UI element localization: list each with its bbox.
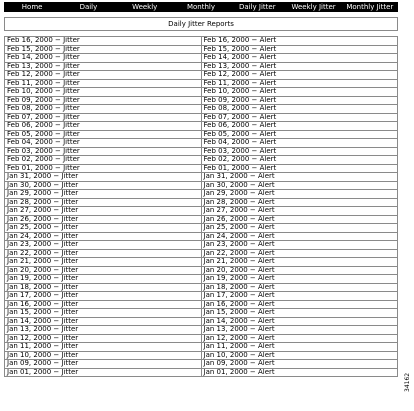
alert-report-link[interactable]: Feb 07, 2000 − Alert (203, 113, 277, 121)
table-cell (201, 45, 398, 54)
jitter-report-link[interactable]: Feb 04, 2000 − Jitter (7, 138, 80, 147)
jitter-report-link[interactable]: Feb 11, 2000 − Jitter (7, 79, 80, 87)
jitter-report-link[interactable]: Jan 21, 2000 − Jitter (7, 257, 79, 266)
table-cell (5, 54, 202, 63)
alert-report-link[interactable]: Jan 26, 2000 − Alert (203, 215, 275, 223)
reports-table-body (5, 37, 398, 377)
jitter-report-link[interactable]: Jan 17, 2000 − Jitter (7, 291, 79, 300)
table-cell (5, 96, 202, 105)
reports-table (4, 36, 398, 377)
table-row (5, 71, 398, 80)
table-row (5, 326, 398, 335)
table-row (5, 37, 398, 46)
table-cell (201, 88, 398, 97)
table-cell (201, 79, 398, 88)
alert-report-link[interactable]: Feb 10, 2000 − Alert (203, 87, 277, 96)
table-cell (201, 283, 398, 292)
table-row (5, 317, 398, 326)
table-row (5, 309, 398, 318)
jitter-report-link[interactable]: Jan 19, 2000 − Jitter (7, 274, 79, 283)
table-row (5, 139, 398, 148)
jitter-report-link[interactable]: Jan 10, 2000 − Jitter (7, 351, 79, 359)
jitter-report-link[interactable]: Jan 16, 2000 − Jitter (7, 300, 79, 308)
alert-report-link[interactable]: Feb 08, 2000 − Alert (203, 104, 277, 113)
table-cell (5, 181, 202, 190)
jitter-report-link[interactable]: Feb 15, 2000 − Jitter (7, 45, 80, 53)
alert-report-link[interactable]: Feb 11, 2000 − Alert (203, 79, 277, 87)
jitter-report-link[interactable]: Jan 22, 2000 − Jitter (7, 249, 79, 257)
table-cell (5, 368, 202, 377)
alert-report-link[interactable]: Feb 01, 2000 − Alert (203, 164, 277, 172)
table-cell (201, 113, 398, 122)
jitter-report-link[interactable]: Jan 18, 2000 − Jitter (7, 283, 79, 291)
table-row (5, 147, 398, 156)
table-cell (201, 224, 398, 233)
table-cell (5, 275, 202, 284)
alert-report-link[interactable]: Jan 22, 2000 − Alert (203, 249, 275, 257)
nav-weekly-link[interactable]: Weekly (132, 3, 158, 11)
table-row (5, 45, 398, 54)
jitter-report-link[interactable]: Jan 29, 2000 − Jitter (7, 189, 79, 198)
alert-report-link[interactable]: Jan 15, 2000 − Alert (203, 308, 275, 317)
table-cell (5, 215, 202, 224)
table-cell (5, 79, 202, 88)
table-cell (5, 37, 202, 46)
table-row (5, 258, 398, 267)
table-cell (5, 283, 202, 292)
alert-report-link[interactable]: Feb 05, 2000 − Alert (203, 130, 277, 138)
jitter-report-link[interactable]: Jan 27, 2000 − Jitter (7, 206, 79, 215)
table-cell (201, 147, 398, 156)
table-cell (201, 215, 398, 224)
table-cell (201, 156, 398, 165)
alert-report-link[interactable]: Jan 27, 2000 − Alert (203, 206, 275, 215)
table-cell (201, 258, 398, 267)
table-row (5, 164, 398, 173)
nav-weekly-jitter-link[interactable]: Weekly Jitter (291, 3, 336, 11)
jitter-report-link[interactable]: Jan 23, 2000 − Jitter (7, 240, 79, 249)
jitter-report-link[interactable]: Feb 12, 2000 − Jitter (7, 70, 80, 79)
table-cell (201, 351, 398, 360)
table-cell (5, 105, 202, 114)
table-row (5, 181, 398, 190)
table-cell (201, 275, 398, 284)
jitter-report-link[interactable]: Feb 09, 2000 − Jitter (7, 96, 80, 104)
table-cell (5, 62, 202, 71)
table-cell (5, 343, 202, 352)
table-cell (201, 122, 398, 131)
table-cell (5, 173, 202, 182)
alert-report-link[interactable]: Jan 24, 2000 − Alert (203, 232, 275, 240)
table-cell (5, 309, 202, 318)
jitter-report-link[interactable]: Feb 03, 2000 − Jitter (7, 147, 80, 155)
alert-report-link[interactable]: Jan 28, 2000 − Alert (203, 198, 275, 206)
table-cell (201, 249, 398, 258)
jitter-report-link[interactable]: Jan 11, 2000 − Jitter (7, 342, 79, 351)
table-cell (5, 258, 202, 267)
table-cell (201, 173, 398, 182)
figure-id-label: 34162 (404, 372, 411, 392)
table-cell (5, 360, 202, 369)
alert-report-link[interactable]: Jan 19, 2000 − Alert (203, 274, 275, 283)
table-cell (5, 190, 202, 199)
alert-report-link[interactable]: Jan 29, 2000 − Alert (203, 189, 275, 198)
table-row (5, 368, 398, 377)
table-cell (201, 62, 398, 71)
table-cell (5, 300, 202, 309)
table-cell (5, 122, 202, 131)
table-row (5, 292, 398, 301)
table-cell (5, 317, 202, 326)
table-cell (201, 105, 398, 114)
alert-report-link[interactable]: Jan 25, 2000 − Alert (203, 223, 275, 232)
table-cell (201, 198, 398, 207)
alert-report-link[interactable]: Feb 12, 2000 − Alert (203, 70, 277, 79)
alert-report-link[interactable]: Feb 14, 2000 − Alert (203, 53, 277, 62)
jitter-report-link[interactable]: Jan 13, 2000 − Jitter (7, 325, 79, 334)
jitter-report-link[interactable]: Feb 10, 2000 − Jitter (7, 87, 80, 96)
jitter-report-link[interactable]: Feb 02, 2000 − Jitter (7, 155, 80, 164)
nav-bar (4, 2, 398, 12)
alert-report-link[interactable]: Jan 01, 2000 − Alert (203, 368, 275, 376)
table-cell (201, 139, 398, 148)
table-cell (5, 266, 202, 275)
alert-report-link[interactable]: Jan 13, 2000 − Alert (203, 325, 275, 334)
alert-report-link[interactable]: Jan 21, 2000 − Alert (203, 257, 275, 266)
table-row (5, 198, 398, 207)
jitter-report-link[interactable]: Feb 05, 2000 − Jitter (7, 130, 80, 138)
alert-report-link[interactable]: Jan 18, 2000 − Alert (203, 283, 275, 291)
table-row (5, 130, 398, 139)
jitter-report-link[interactable]: Feb 16, 2000 − Jitter (7, 36, 80, 45)
alert-report-link[interactable]: Feb 02, 2000 − Alert (203, 155, 277, 164)
alert-report-link[interactable]: Jan 31, 2000 − Alert (203, 172, 275, 181)
table-row (5, 360, 398, 369)
alert-report-link[interactable]: Feb 15, 2000 − Alert (203, 45, 277, 53)
table-row (5, 54, 398, 63)
table-row (5, 241, 398, 250)
table-row (5, 232, 398, 241)
alert-report-link[interactable]: Jan 20, 2000 − Alert (203, 266, 275, 274)
alert-report-link[interactable]: Jan 10, 2000 − Alert (203, 351, 275, 359)
table-cell (5, 147, 202, 156)
nav-monthly-link[interactable]: Monthly (186, 3, 215, 11)
jitter-report-link[interactable]: Feb 08, 2000 − Jitter (7, 104, 80, 113)
jitter-report-link[interactable]: Jan 28, 2000 − Jitter (7, 198, 79, 206)
table-cell (201, 71, 398, 80)
table-cell (5, 130, 202, 139)
table-cell (5, 139, 202, 148)
table-cell (201, 130, 398, 139)
table-cell (5, 113, 202, 122)
table-cell (201, 37, 398, 46)
jitter-report-link[interactable]: Jan 12, 2000 − Jitter (7, 334, 79, 342)
table-row (5, 283, 398, 292)
table-cell (5, 326, 202, 335)
alert-report-link[interactable]: Jan 30, 2000 − Alert (203, 181, 275, 189)
table-cell (201, 368, 398, 377)
jitter-report-link[interactable]: Jan 25, 2000 − Jitter (7, 223, 79, 232)
table-row (5, 224, 398, 233)
table-cell (201, 241, 398, 250)
table-cell (5, 232, 202, 241)
table-cell (5, 224, 202, 233)
jitter-report-link[interactable]: Jan 30, 2000 − Jitter (7, 181, 79, 189)
table-cell (5, 351, 202, 360)
table-cell (201, 326, 398, 335)
table-cell (5, 198, 202, 207)
table-row (5, 334, 398, 343)
table-row (5, 62, 398, 71)
jitter-report-link[interactable]: Feb 01, 2000 − Jitter (7, 164, 80, 172)
table-row (5, 351, 398, 360)
table-cell (201, 54, 398, 63)
table-row (5, 96, 398, 105)
alert-report-link[interactable]: Feb 03, 2000 − Alert (203, 147, 277, 155)
table-row (5, 156, 398, 165)
table-cell (201, 309, 398, 318)
table-row (5, 122, 398, 131)
table-row (5, 207, 398, 216)
alert-report-link[interactable]: Jan 11, 2000 − Alert (203, 342, 275, 351)
table-cell (5, 334, 202, 343)
alert-report-link[interactable]: Jan 12, 2000 − Alert (203, 334, 275, 342)
table-cell (201, 334, 398, 343)
table-cell (5, 241, 202, 250)
table-row (5, 113, 398, 122)
jitter-report-link[interactable]: Feb 14, 2000 − Jitter (7, 53, 80, 62)
table-cell (201, 317, 398, 326)
jitter-report-link[interactable]: Jan 20, 2000 − Jitter (7, 266, 79, 274)
alert-report-link[interactable]: Jan 16, 2000 − Alert (203, 300, 275, 308)
table-row (5, 266, 398, 275)
alert-report-link[interactable]: Jan 09, 2000 − Alert (203, 359, 275, 368)
jitter-report-link[interactable]: Jan 24, 2000 − Jitter (7, 232, 79, 240)
table-cell (201, 266, 398, 275)
table-cell (201, 181, 398, 190)
alert-report-link[interactable]: Jan 17, 2000 − Alert (203, 291, 275, 300)
jitter-report-link[interactable]: Feb 13, 2000 − Jitter (7, 62, 80, 70)
nav-daily-jitter-link[interactable]: Daily Jitter (238, 3, 276, 11)
alert-report-link[interactable]: Feb 16, 2000 − Alert (203, 36, 277, 45)
alert-report-link[interactable]: Feb 13, 2000 − Alert (203, 62, 277, 70)
table-row (5, 343, 398, 352)
jitter-report-link[interactable]: Jan 15, 2000 − Jitter (7, 308, 79, 317)
alert-report-link[interactable]: Feb 04, 2000 − Alert (203, 138, 277, 147)
jitter-report-link[interactable]: Jan 14, 2000 − Jitter (7, 317, 79, 325)
table-cell (201, 96, 398, 105)
table-cell (201, 300, 398, 309)
table-cell (5, 45, 202, 54)
table-cell (5, 164, 202, 173)
table-cell (5, 249, 202, 258)
table-row (5, 173, 398, 182)
table-cell (5, 71, 202, 80)
alert-report-link[interactable]: Jan 23, 2000 − Alert (203, 240, 275, 249)
jitter-report-link[interactable]: Jan 01, 2000 − Jitter (7, 368, 79, 376)
table-cell (5, 156, 202, 165)
table-cell (201, 207, 398, 216)
table-cell (201, 190, 398, 199)
jitter-report-link[interactable]: Feb 07, 2000 − Jitter (7, 113, 80, 121)
table-cell (201, 360, 398, 369)
nav-daily-link[interactable]: Daily (79, 3, 98, 11)
table-row (5, 88, 398, 97)
table-cell (201, 164, 398, 173)
table-row (5, 275, 398, 284)
alert-report-link[interactable]: Jan 14, 2000 − Alert (203, 317, 275, 325)
alert-report-link[interactable]: Feb 09, 2000 − Alert (203, 96, 277, 104)
nav-monthly-jitter-link[interactable]: Monthly Jitter (346, 3, 394, 11)
table-row (5, 190, 398, 199)
jitter-report-link[interactable]: Jan 31, 2000 − Jitter (7, 172, 79, 181)
table-row (5, 79, 398, 88)
table-cell (201, 292, 398, 301)
table-cell (5, 207, 202, 216)
jitter-report-link[interactable]: Jan 09, 2000 − Jitter (7, 359, 79, 368)
jitter-report-link[interactable]: Jan 26, 2000 − Jitter (7, 215, 79, 223)
table-row (5, 300, 398, 309)
table-cell (5, 88, 202, 97)
table-cell (5, 292, 202, 301)
table-cell (201, 343, 398, 352)
nav-home-link[interactable]: Home (21, 3, 43, 11)
table-row (5, 215, 398, 224)
page-title: Daily Jitter Reports (4, 17, 398, 31)
table-cell (201, 232, 398, 241)
jitter-report-link[interactable]: Feb 06, 2000 − Jitter (7, 121, 80, 130)
table-row (5, 249, 398, 258)
table-row (5, 105, 398, 114)
alert-report-link[interactable]: Feb 06, 2000 − Alert (203, 121, 277, 130)
